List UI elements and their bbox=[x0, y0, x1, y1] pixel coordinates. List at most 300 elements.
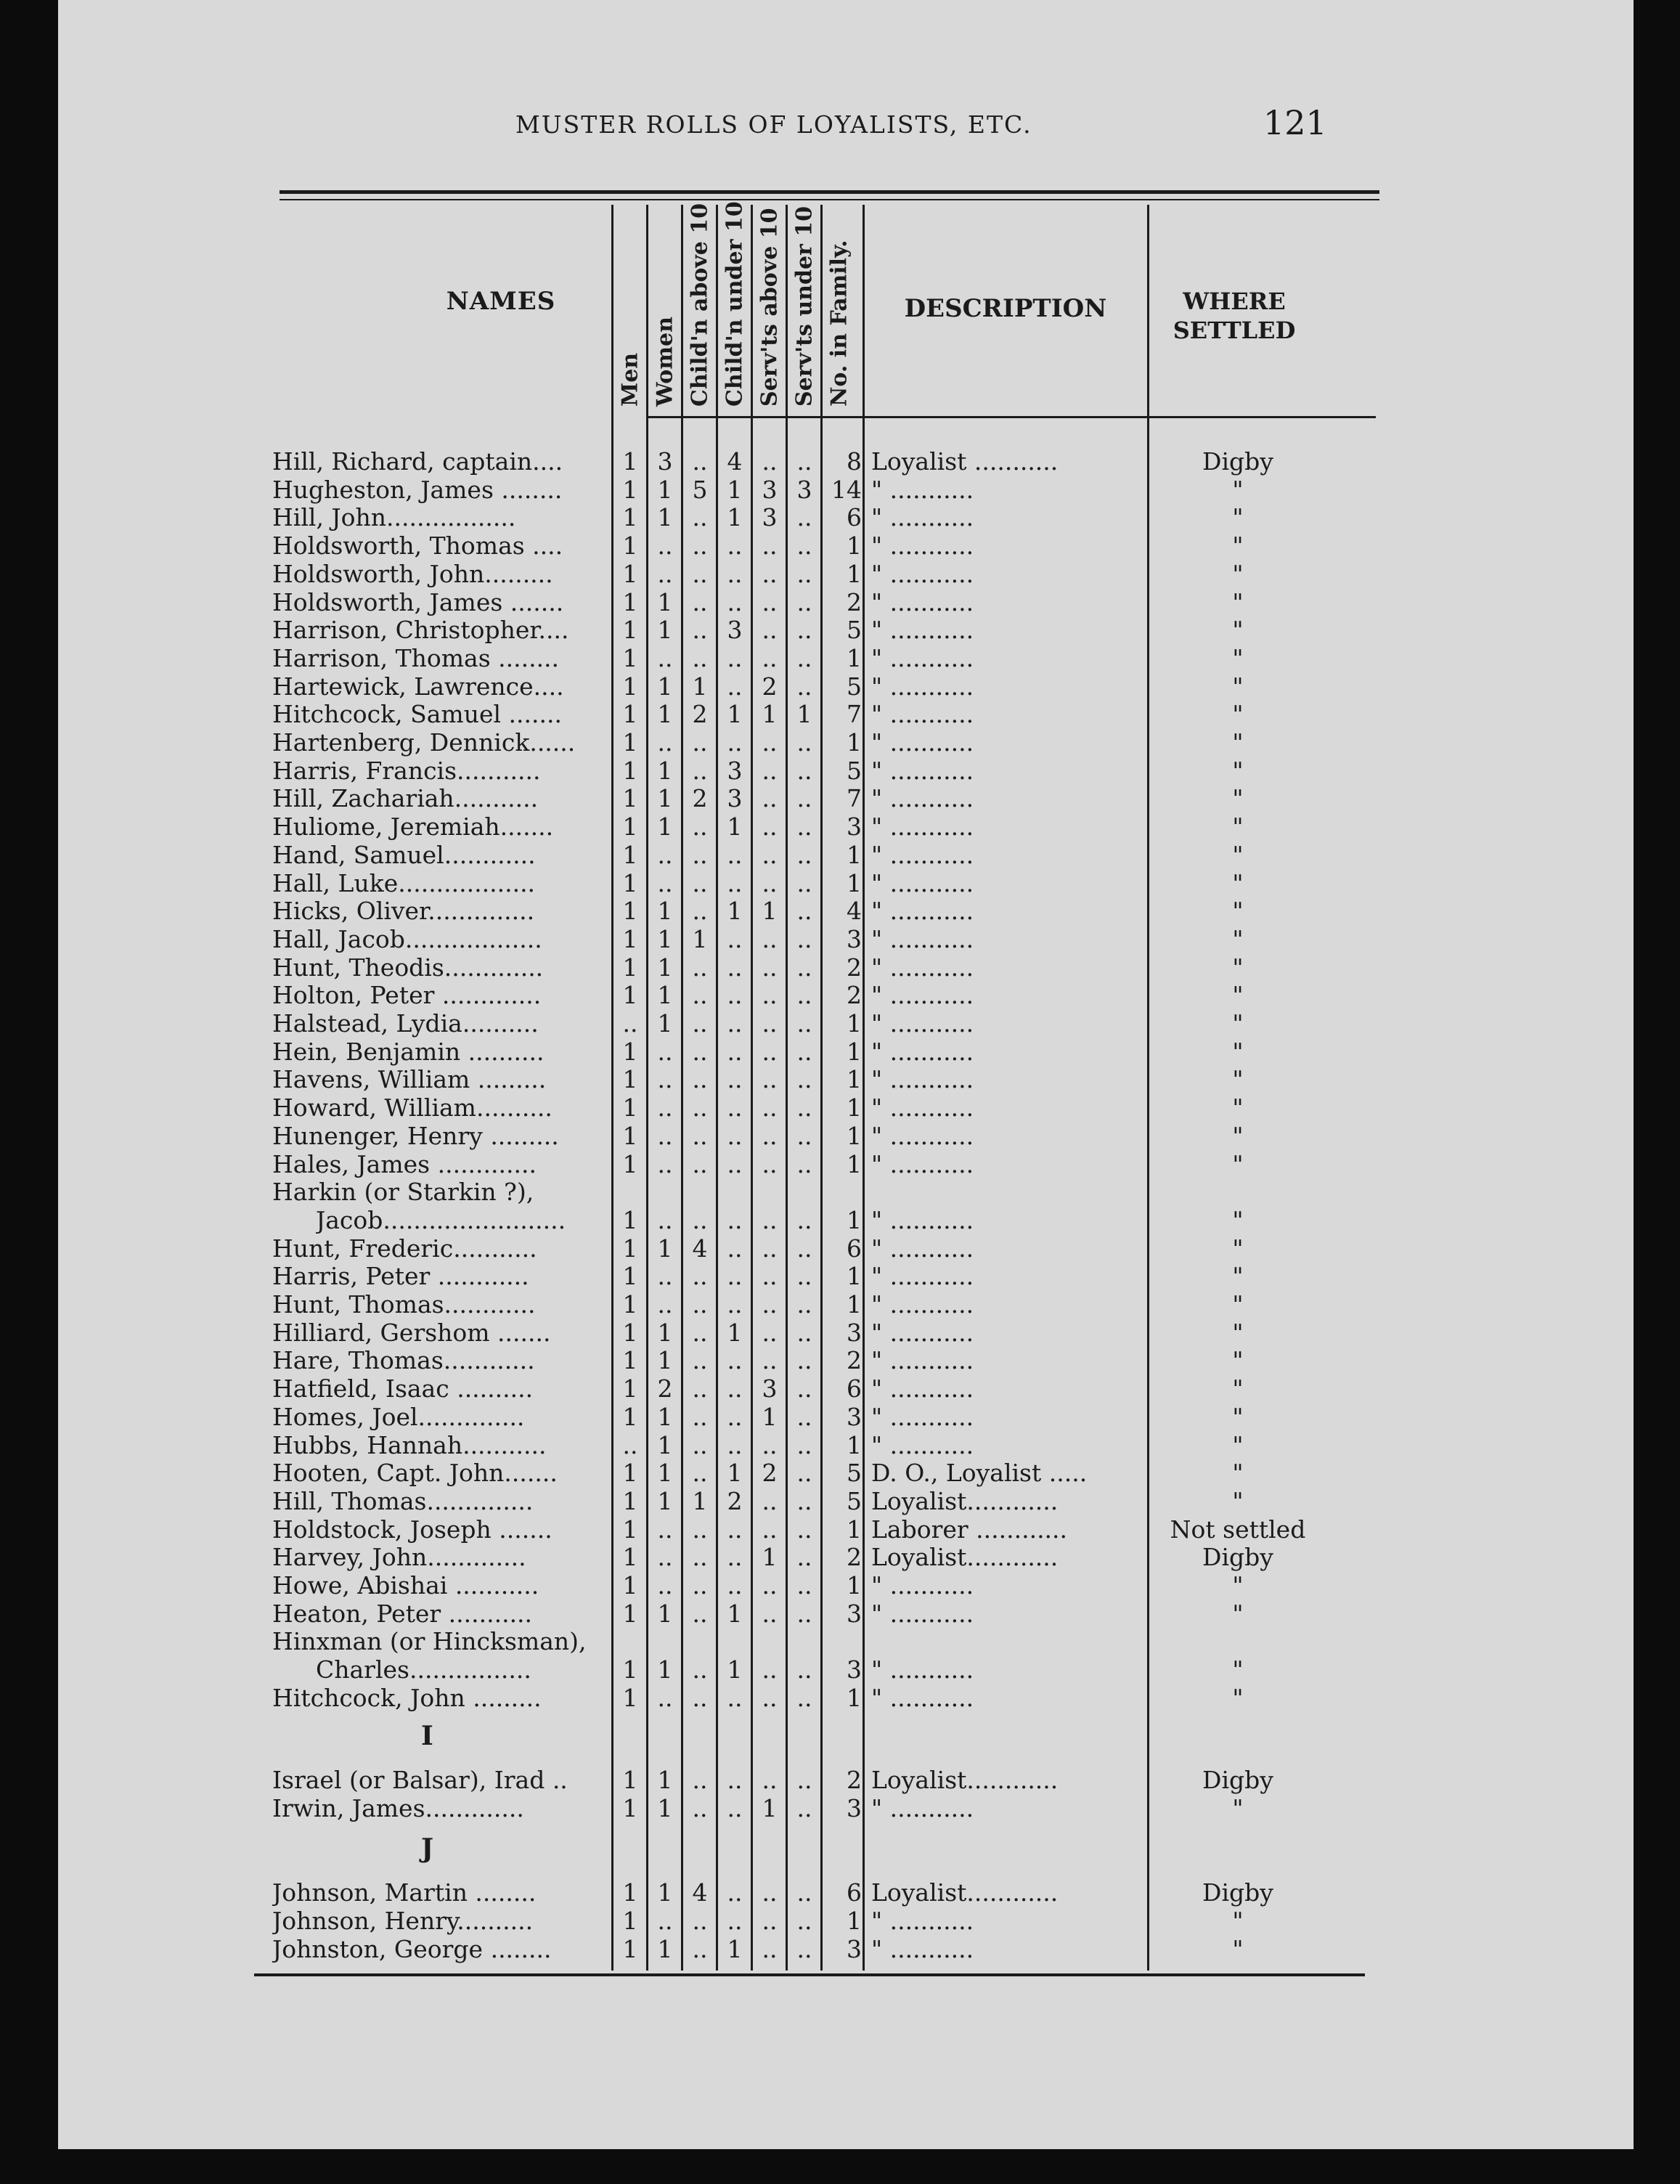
children-under-count: .. bbox=[727, 1205, 743, 1234]
servants-under-count: .. bbox=[796, 868, 812, 897]
servants-under-count: .. bbox=[796, 1346, 812, 1375]
family-total: 2 bbox=[847, 1543, 862, 1572]
family-total: 7 bbox=[847, 784, 862, 813]
description-cell: " ........... bbox=[871, 924, 974, 953]
description-cell: " ........... bbox=[871, 1037, 974, 1066]
table-row bbox=[58, 1487, 1634, 1515]
children-under-count: .. bbox=[727, 559, 743, 588]
servants-under-count: .. bbox=[796, 1430, 812, 1459]
children-under-count: .. bbox=[727, 1766, 743, 1794]
table-row bbox=[58, 812, 1634, 841]
family-total: 1 bbox=[847, 531, 862, 561]
children-above-count: .. bbox=[692, 1262, 708, 1291]
description-cell: Loyalist............ bbox=[871, 1878, 1059, 1907]
servants-above-count: .. bbox=[762, 1515, 778, 1544]
family-total: 1 bbox=[847, 1262, 862, 1291]
women-count: .. bbox=[657, 1149, 673, 1178]
men-count: 1 bbox=[622, 812, 638, 842]
page-number: 121 bbox=[1263, 103, 1327, 142]
women-count: 1 bbox=[657, 475, 673, 504]
children-under-count: .. bbox=[727, 1290, 743, 1319]
description-cell: " ........... bbox=[871, 1262, 974, 1291]
men-count: 1 bbox=[622, 1935, 638, 1963]
children-under-count: .. bbox=[727, 643, 743, 672]
men-count: 1 bbox=[622, 616, 638, 645]
children-under-count: .. bbox=[727, 1515, 743, 1544]
men-count: 1 bbox=[622, 981, 638, 1010]
men-count: 1 bbox=[622, 1486, 638, 1515]
table-row bbox=[58, 1038, 1634, 1066]
children-above-count: .. bbox=[692, 1037, 708, 1066]
person-name: Hubbs, Hannah........... bbox=[272, 1430, 547, 1459]
description-cell: " ........... bbox=[871, 672, 974, 701]
person-name: Johnson, Martin ........ bbox=[272, 1878, 537, 1907]
servants-above-count: 2 bbox=[762, 1459, 778, 1488]
servants-under-count: .. bbox=[796, 1794, 812, 1822]
table-row bbox=[58, 1065, 1634, 1093]
servants-under-count: .. bbox=[796, 616, 812, 645]
description-cell: " ........... bbox=[871, 1121, 974, 1150]
person-name: Hartenberg, Dennick...... bbox=[272, 728, 576, 757]
children-under-count: .. bbox=[727, 1402, 743, 1431]
description-cell: " ........... bbox=[871, 728, 974, 757]
where-settled-cell: " bbox=[1232, 1599, 1244, 1628]
servants-under-count: .. bbox=[796, 531, 812, 561]
servants-above-count: .. bbox=[762, 1205, 778, 1234]
servants-under-count: .. bbox=[796, 1065, 812, 1094]
description-cell: Loyalist............ bbox=[871, 1543, 1059, 1572]
children-above-count: 1 bbox=[692, 924, 708, 953]
children-under-count: .. bbox=[727, 1543, 743, 1572]
servants-under-count: .. bbox=[796, 587, 812, 616]
children-above-count: .. bbox=[692, 1543, 708, 1572]
women-count: 1 bbox=[657, 1599, 673, 1628]
men-count: 1 bbox=[622, 1234, 638, 1263]
servants-above-10-header: Serv'ts above 10 bbox=[757, 208, 783, 407]
servants-under-count: .. bbox=[796, 924, 812, 953]
table-row bbox=[58, 757, 1634, 785]
servants-above-count: .. bbox=[762, 953, 778, 982]
men-count: 1 bbox=[622, 447, 638, 476]
children-above-count: .. bbox=[692, 728, 708, 757]
women-count: 1 bbox=[657, 503, 673, 532]
children-under-count: 1 bbox=[727, 897, 743, 926]
children-above-count: .. bbox=[692, 953, 708, 982]
women-count: .. bbox=[657, 1515, 673, 1544]
women-count: .. bbox=[657, 1262, 673, 1291]
where-settled-cell: " bbox=[1232, 559, 1244, 588]
person-name: Hartewick, Lawrence.... bbox=[272, 672, 564, 701]
description-cell: " ........... bbox=[871, 475, 974, 504]
women-count: 1 bbox=[657, 672, 673, 701]
person-name: Harkin (or Starkin ?), bbox=[272, 1178, 534, 1207]
servants-above-count: .. bbox=[762, 1290, 778, 1319]
servants-under-count: 1 bbox=[796, 700, 812, 729]
where-settled-cell: " bbox=[1232, 587, 1244, 616]
children-under-count: 4 bbox=[727, 447, 743, 476]
servants-under-count: .. bbox=[796, 503, 812, 532]
servants-under-count: .. bbox=[796, 1374, 812, 1403]
person-name: Hill, John................. bbox=[272, 503, 516, 532]
women-count: .. bbox=[657, 728, 673, 757]
table-row bbox=[58, 644, 1634, 672]
family-total: 4 bbox=[847, 897, 862, 926]
men-count: 1 bbox=[622, 1290, 638, 1319]
family-total: 5 bbox=[847, 1459, 862, 1488]
men-count: 1 bbox=[622, 840, 638, 869]
description-cell: " ........... bbox=[871, 1093, 974, 1122]
men-count: 1 bbox=[622, 1655, 638, 1684]
servants-above-count: .. bbox=[762, 1009, 778, 1038]
where-settled-cell: " bbox=[1232, 1459, 1244, 1488]
servants-above-count: .. bbox=[762, 868, 778, 897]
children-under-count: .. bbox=[727, 1430, 743, 1459]
servants-above-count: .. bbox=[762, 924, 778, 953]
men-count: 1 bbox=[622, 1374, 638, 1403]
where-settled-cell: Digby bbox=[1202, 447, 1273, 476]
children-under-count: .. bbox=[727, 1234, 743, 1263]
women-count: 1 bbox=[657, 1346, 673, 1375]
servants-under-count: .. bbox=[796, 981, 812, 1010]
family-total: 1 bbox=[847, 1093, 862, 1122]
children-above-count: 4 bbox=[692, 1234, 708, 1263]
servants-under-count: .. bbox=[796, 953, 812, 982]
servants-under-count: .. bbox=[796, 897, 812, 926]
family-total: 1 bbox=[847, 1571, 862, 1600]
servants-above-count: .. bbox=[762, 447, 778, 476]
where-settled-cell: " bbox=[1232, 1234, 1244, 1263]
person-name: Hooten, Capt. John....... bbox=[272, 1459, 558, 1488]
servants-under-count: .. bbox=[796, 643, 812, 672]
servants-above-count: .. bbox=[762, 756, 778, 785]
description-cell: " ........... bbox=[871, 616, 974, 645]
servants-above-count: .. bbox=[762, 1907, 778, 1935]
women-count: 1 bbox=[657, 700, 673, 729]
family-total: 1 bbox=[847, 1907, 862, 1935]
servants-above-count: .. bbox=[762, 559, 778, 588]
family-total: 3 bbox=[847, 1655, 862, 1684]
description-cell: " ........... bbox=[871, 1065, 974, 1094]
description-cell: " ........... bbox=[871, 840, 974, 869]
description-cell: Laborer ............ bbox=[871, 1515, 1068, 1544]
men-count: 1 bbox=[622, 897, 638, 926]
children-above-count: .. bbox=[692, 1121, 708, 1150]
description-cell: " ........... bbox=[871, 1374, 974, 1403]
person-name: Harrison, Christopher.... bbox=[272, 616, 569, 645]
table-row bbox=[58, 869, 1634, 897]
children-under-count: .. bbox=[727, 1262, 743, 1291]
table-row bbox=[58, 1403, 1634, 1431]
women-count: 1 bbox=[657, 924, 673, 953]
men-count: 1 bbox=[622, 1571, 638, 1600]
servants-under-count: .. bbox=[796, 1935, 812, 1963]
person-name: Holton, Peter ............. bbox=[272, 981, 542, 1010]
men-count: 1 bbox=[622, 1093, 638, 1122]
servants-above-count: .. bbox=[762, 1149, 778, 1178]
family-total: 3 bbox=[847, 924, 862, 953]
person-name: Charles................ bbox=[316, 1655, 531, 1684]
women-count: .. bbox=[657, 1683, 673, 1712]
children-above-count: .. bbox=[692, 1093, 708, 1122]
person-name: Heaton, Peter ........... bbox=[272, 1599, 533, 1628]
description-cell: Loyalist ........... bbox=[871, 447, 1059, 476]
children-under-count: 1 bbox=[727, 1599, 743, 1628]
servants-above-count: .. bbox=[762, 531, 778, 561]
description-cell: " ........... bbox=[871, 1907, 974, 1935]
servants-under-count: .. bbox=[796, 1205, 812, 1234]
where-settled-cell: " bbox=[1232, 897, 1244, 926]
family-total: 1 bbox=[847, 1065, 862, 1094]
section-letter-i: I bbox=[421, 1721, 433, 1751]
servants-above-count: 1 bbox=[762, 1402, 778, 1431]
children-above-count: .. bbox=[692, 1459, 708, 1488]
table-row bbox=[58, 1907, 1634, 1935]
women-count: 1 bbox=[657, 616, 673, 645]
servants-under-count: .. bbox=[796, 1543, 812, 1572]
children-above-count: .. bbox=[692, 1571, 708, 1600]
servants-above-count: .. bbox=[762, 1683, 778, 1712]
person-name: Hein, Benjamin .......... bbox=[272, 1037, 545, 1066]
children-above-count: .. bbox=[692, 587, 708, 616]
table-row bbox=[58, 981, 1634, 1009]
servants-under-count: .. bbox=[796, 1683, 812, 1712]
servants-above-count: .. bbox=[762, 784, 778, 813]
person-name: Hicks, Oliver.............. bbox=[272, 897, 535, 926]
table-row bbox=[58, 1431, 1634, 1459]
description-cell: Loyalist............ bbox=[871, 1766, 1059, 1794]
where-settled-cell: " bbox=[1232, 1374, 1244, 1403]
table-row bbox=[58, 1543, 1634, 1571]
men-count: 1 bbox=[622, 1205, 638, 1234]
children-above-count: .. bbox=[692, 1655, 708, 1684]
servants-above-count: 1 bbox=[762, 897, 778, 926]
servants-under-count: .. bbox=[796, 1149, 812, 1178]
description-column-header: DESCRIPTION bbox=[904, 294, 1107, 323]
table-row bbox=[58, 1794, 1634, 1822]
women-count: 1 bbox=[657, 1459, 673, 1488]
family-total: 1 bbox=[847, 1515, 862, 1544]
children-above-count: .. bbox=[692, 1149, 708, 1178]
person-name: Hunt, Frederic........... bbox=[272, 1234, 537, 1263]
table-row bbox=[58, 588, 1634, 616]
family-total: 3 bbox=[847, 812, 862, 842]
where-settled-cell: " bbox=[1232, 700, 1244, 729]
table-bottom-rule bbox=[254, 1973, 1365, 1976]
family-total: 1 bbox=[847, 1121, 862, 1150]
women-count: 1 bbox=[657, 1655, 673, 1684]
women-count: 1 bbox=[657, 756, 673, 785]
where-settled-cell: " bbox=[1232, 1009, 1244, 1038]
top-rule-thick bbox=[280, 190, 1379, 194]
servants-above-count: 1 bbox=[762, 1543, 778, 1572]
family-total: 1 bbox=[847, 1205, 862, 1234]
names-column-header: NAMES bbox=[446, 287, 556, 316]
person-name: Hitchcock, Samuel ....... bbox=[272, 700, 562, 729]
children-above-count: .. bbox=[692, 559, 708, 588]
person-name: Hinxman (or Hincksman), bbox=[272, 1627, 587, 1656]
description-cell: " ........... bbox=[871, 1935, 974, 1963]
where-settled-cell: Digby bbox=[1202, 1878, 1273, 1907]
women-count: .. bbox=[657, 1290, 673, 1319]
servants-above-count: .. bbox=[762, 1093, 778, 1122]
servants-under-count: .. bbox=[796, 1318, 812, 1347]
table-row bbox=[58, 1178, 1634, 1206]
family-total: 2 bbox=[847, 981, 862, 1010]
table-row bbox=[58, 953, 1634, 982]
women-count: 1 bbox=[657, 1935, 673, 1963]
where-settled-cell: " bbox=[1232, 1037, 1244, 1066]
men-column-header: Men bbox=[617, 352, 643, 407]
description-cell: " ........... bbox=[871, 531, 974, 561]
person-name: Howard, William.......... bbox=[272, 1093, 552, 1122]
servants-above-count: .. bbox=[762, 981, 778, 1010]
men-count: 1 bbox=[622, 1149, 638, 1178]
table-row bbox=[58, 1684, 1634, 1712]
description-cell: " ........... bbox=[871, 1571, 974, 1600]
men-count: 1 bbox=[622, 531, 638, 561]
children-above-10-header: Child'n above 10 bbox=[687, 203, 713, 407]
servants-under-count: .. bbox=[796, 1234, 812, 1263]
family-total: 6 bbox=[847, 1374, 862, 1403]
servants-above-count: .. bbox=[762, 1346, 778, 1375]
servants-above-count: .. bbox=[762, 1318, 778, 1347]
where-settled-cell: " bbox=[1232, 1290, 1244, 1319]
children-under-count: 1 bbox=[727, 503, 743, 532]
children-under-count: .. bbox=[727, 1374, 743, 1403]
where-settled-cell: " bbox=[1232, 531, 1244, 561]
children-above-count: 1 bbox=[692, 672, 708, 701]
servants-under-count: .. bbox=[796, 1486, 812, 1515]
table-row bbox=[58, 531, 1634, 560]
women-count: 1 bbox=[657, 812, 673, 842]
person-name: Hugheston, James ........ bbox=[272, 475, 563, 504]
men-count: 1 bbox=[622, 756, 638, 785]
servants-above-count: .. bbox=[762, 1262, 778, 1291]
table-row bbox=[58, 1009, 1634, 1038]
person-name: Howe, Abishai ........... bbox=[272, 1571, 539, 1600]
family-total: 5 bbox=[847, 616, 862, 645]
description-cell: " ........... bbox=[871, 1683, 974, 1712]
family-total: 1 bbox=[847, 1683, 862, 1712]
description-cell: " ........... bbox=[871, 1234, 974, 1263]
table-row bbox=[58, 841, 1634, 869]
person-name: Hatfield, Isaac .......... bbox=[272, 1374, 534, 1403]
header-bottom-rule bbox=[646, 416, 1376, 418]
description-cell: " ........... bbox=[871, 1599, 974, 1628]
where-settled-cell: " bbox=[1232, 840, 1244, 869]
person-name: Hall, Luke.................. bbox=[272, 868, 536, 897]
person-name: Israel (or Balsar), Irad .. bbox=[272, 1766, 568, 1794]
children-under-count: .. bbox=[727, 1149, 743, 1178]
women-count: 1 bbox=[657, 1318, 673, 1347]
where-settled-cell: " bbox=[1232, 1065, 1244, 1094]
men-count: 1 bbox=[622, 1402, 638, 1431]
person-name: Hunt, Thomas............ bbox=[272, 1290, 536, 1319]
person-name: Hales, James ............. bbox=[272, 1149, 537, 1178]
children-above-count: .. bbox=[692, 1205, 708, 1234]
servants-above-count: .. bbox=[762, 728, 778, 757]
description-cell: " ........... bbox=[871, 700, 974, 729]
person-name: Holdsworth, John......... bbox=[272, 559, 553, 588]
where-settled-cell: " bbox=[1232, 1262, 1244, 1291]
description-cell: " ........... bbox=[871, 1009, 974, 1038]
men-count: 1 bbox=[622, 1262, 638, 1291]
family-total: 1 bbox=[847, 1430, 862, 1459]
children-above-count: .. bbox=[692, 756, 708, 785]
person-name: Harris, Francis........... bbox=[272, 756, 541, 785]
person-name: Harvey, John............. bbox=[272, 1543, 526, 1572]
men-count: 1 bbox=[622, 868, 638, 897]
where-settled-cell: " bbox=[1232, 728, 1244, 757]
family-total: 1 bbox=[847, 728, 862, 757]
where-settled-cell: " bbox=[1232, 784, 1244, 813]
family-total: 3 bbox=[847, 1935, 862, 1963]
family-total: 2 bbox=[847, 1346, 862, 1375]
children-under-count: 1 bbox=[727, 475, 743, 504]
where-settled-cell: " bbox=[1232, 1318, 1244, 1347]
men-count: 1 bbox=[622, 1543, 638, 1572]
family-total: 1 bbox=[847, 1149, 862, 1178]
children-under-count: 1 bbox=[727, 700, 743, 729]
description-cell: " ........... bbox=[871, 1430, 974, 1459]
children-above-count: .. bbox=[692, 616, 708, 645]
children-under-count: 1 bbox=[727, 1318, 743, 1347]
women-count: 1 bbox=[657, 1878, 673, 1907]
servants-under-count: .. bbox=[796, 1290, 812, 1319]
description-cell: " ........... bbox=[871, 868, 974, 897]
person-name: Harris, Peter ............ bbox=[272, 1262, 529, 1291]
women-count: .. bbox=[657, 1543, 673, 1572]
men-count: 1 bbox=[622, 1599, 638, 1628]
servants-under-count: .. bbox=[796, 1515, 812, 1544]
men-count: 1 bbox=[622, 1346, 638, 1375]
women-count: .. bbox=[657, 643, 673, 672]
children-above-count: .. bbox=[692, 1935, 708, 1963]
description-cell: " ........... bbox=[871, 1149, 974, 1178]
description-cell: Loyalist............ bbox=[871, 1486, 1059, 1515]
servants-under-count: .. bbox=[796, 672, 812, 701]
where-settled-cell: Digby bbox=[1202, 1766, 1273, 1794]
family-total: 1 bbox=[847, 559, 862, 588]
family-total: 1 bbox=[847, 1009, 862, 1038]
children-under-count: .. bbox=[727, 981, 743, 1010]
family-total: 3 bbox=[847, 1599, 862, 1628]
children-above-count: .. bbox=[692, 840, 708, 869]
person-name: Holdsworth, Thomas .... bbox=[272, 531, 563, 561]
servants-under-count: .. bbox=[796, 812, 812, 842]
women-count: .. bbox=[657, 1205, 673, 1234]
where-settled-cell: " bbox=[1232, 1093, 1244, 1122]
table-row bbox=[58, 1206, 1634, 1234]
children-under-count: .. bbox=[727, 1009, 743, 1038]
children-under-count: 2 bbox=[727, 1486, 743, 1515]
children-above-count: .. bbox=[692, 1318, 708, 1347]
person-name: Hill, Thomas.............. bbox=[272, 1486, 534, 1515]
women-count: 1 bbox=[657, 587, 673, 616]
family-total: 1 bbox=[847, 643, 862, 672]
where-settled-cell: " bbox=[1232, 1794, 1244, 1822]
servants-above-count: .. bbox=[762, 616, 778, 645]
where-settled-cell: " bbox=[1232, 1430, 1244, 1459]
men-count: 1 bbox=[622, 559, 638, 588]
children-under-count: .. bbox=[727, 953, 743, 982]
children-under-count: 1 bbox=[727, 1459, 743, 1488]
children-under-count: .. bbox=[727, 1093, 743, 1122]
servants-above-count: .. bbox=[762, 1486, 778, 1515]
children-above-count: .. bbox=[692, 531, 708, 561]
person-name: Hare, Thomas............ bbox=[272, 1346, 535, 1375]
family-total: 1 bbox=[847, 868, 862, 897]
